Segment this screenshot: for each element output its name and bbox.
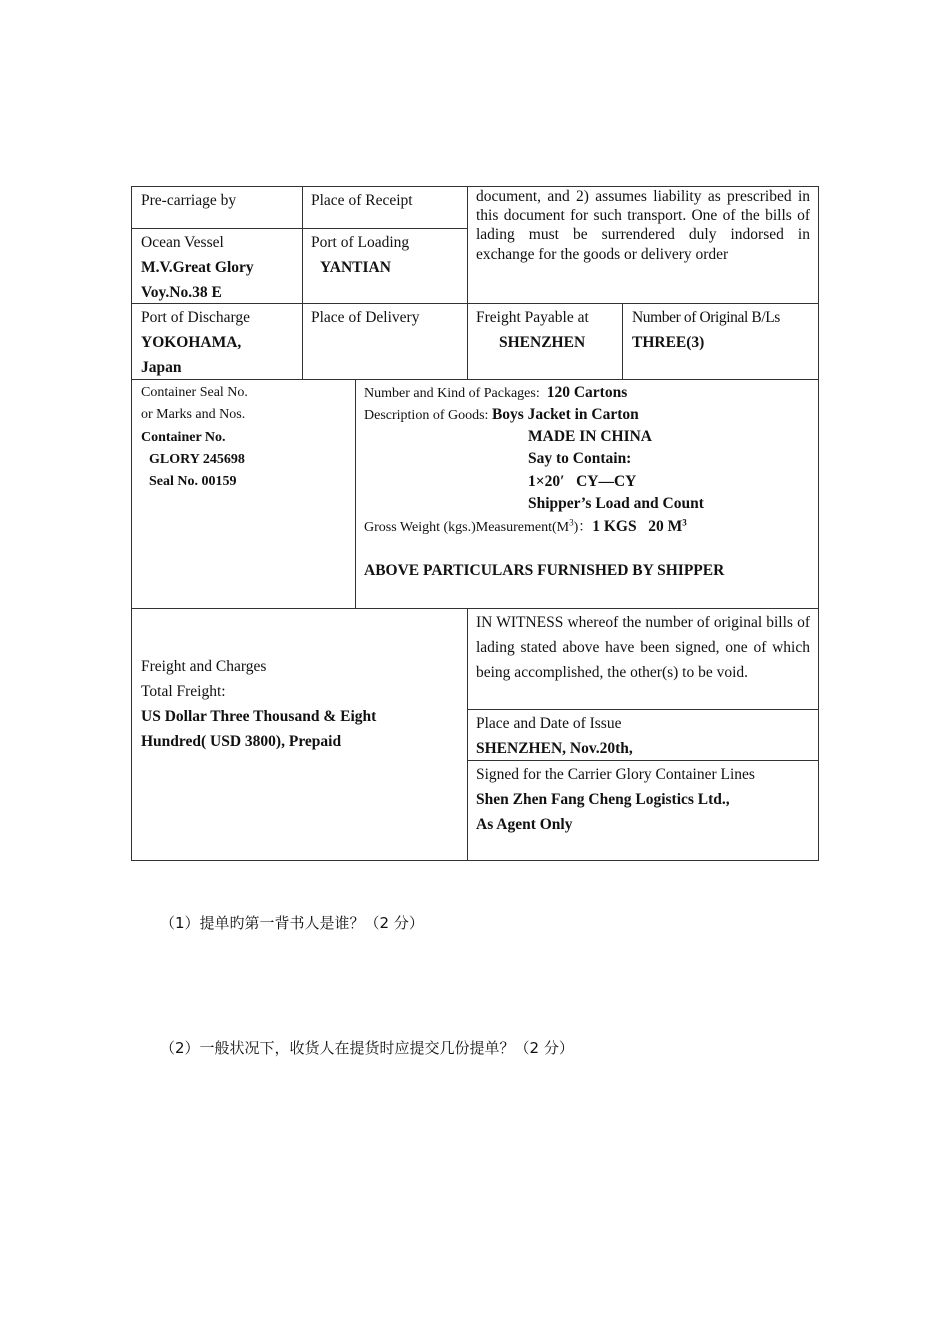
column-divider [302, 187, 303, 379]
total-freight-value-line2: Hundred( USD 3800), Prepaid [141, 733, 342, 750]
port-of-loading-label: Port of Loading [311, 234, 410, 251]
place-of-delivery-label: Place of Delivery [311, 309, 420, 326]
question-1: （1）提单旳第一背书人是谁？（2 分） [160, 914, 424, 932]
weight-line [364, 516, 687, 539]
ocean-vessel-value: M.V.Great Glory [141, 259, 254, 276]
container-no-value: GLORY 245698 [149, 452, 245, 467]
voyage-value: Voy.No.38 E [141, 284, 222, 301]
packages-label: Number and Kind of Packages: [364, 386, 540, 401]
total-freight-label: Total Freight: [141, 683, 226, 700]
weight-label: Gross Weight (kgs.)Measurement(M [364, 520, 570, 535]
pre-carriage-label: Pre-carriage by [141, 192, 237, 209]
ocean-vessel-label: Ocean Vessel [141, 234, 224, 251]
bill-of-lading-form [131, 186, 819, 861]
container-no-label: Container No. [141, 430, 226, 445]
column-divider [467, 187, 468, 379]
shippers-load-count: Shipper’s Load and Count [528, 495, 704, 512]
signed-agent: As Agent Only [476, 816, 573, 833]
column-divider [467, 608, 468, 860]
row-divider [132, 608, 818, 609]
container-type: 1×20′ CY—CY [528, 473, 637, 490]
place-date-label: Place and Date of Issue [476, 715, 622, 732]
particulars-note: ABOVE PARTICULARS FURNISHED BY SHIPPER [364, 562, 725, 579]
row-divider [132, 379, 818, 380]
place-date-value: SHENZHEN, Nov.20th, [476, 740, 633, 757]
weight-label-sup: 3 [569, 517, 574, 528]
column-divider [355, 379, 356, 608]
freight-payable-label: Freight Payable at [476, 309, 589, 326]
description-line [364, 404, 639, 427]
total-freight-value: US Dollar Three Thousand & Eight [141, 708, 377, 725]
num-original-bls-value: THREE(3) [632, 334, 705, 351]
port-of-discharge-label: Port of Discharge [141, 309, 251, 326]
freight-payable-value: SHENZHEN [499, 334, 586, 351]
packages-line [364, 382, 627, 405]
port-of-discharge-value: YOKOHAMA, [141, 334, 242, 351]
column-divider [622, 303, 623, 379]
freight-charges-label: Freight and Charges [141, 658, 267, 675]
witness-text: IN WITNESS whereof the number of original bills of lading stated above have been signed, one of which being accomplished, the other(s) to be void. [476, 614, 810, 681]
container-seal-label: Container Seal No. [141, 385, 248, 400]
row-divider [132, 228, 467, 229]
place-of-receipt-label: Place of Receipt [311, 192, 413, 209]
weight-value: 1 KGS 20 M [592, 518, 683, 535]
signed-label: Signed for the Carrier Glory Container Lines [476, 766, 755, 783]
port-of-discharge-country: Japan [141, 359, 182, 376]
row-divider [467, 709, 818, 710]
say-to-contain: Say to Contain: [528, 450, 632, 467]
signed-company: Shen Zhen Fang Cheng Logistics Ltd., [476, 791, 730, 808]
weight-value-sup: 3 [682, 517, 687, 528]
terms-text: document, and 2) assumes liability as prescribed in this document for such transport. One of the bills of lading must be surrendered duly indorsed in exchange for the goods or delivery order [476, 188, 810, 263]
description-label: Description of Goods: [364, 408, 489, 423]
num-original-bls-label: Number of Original B/Ls [632, 309, 780, 326]
made-in-china: MADE IN CHINA [528, 428, 652, 445]
seal-no-value: Seal No. 00159 [149, 474, 237, 489]
marks-label: or Marks and Nos. [141, 407, 246, 422]
row-divider [132, 303, 818, 304]
description-value: Boys Jacket in Carton [491, 406, 639, 423]
port-of-loading-value: YANTIAN [320, 259, 391, 276]
packages-value: 120 Cartons [546, 384, 628, 401]
weight-label-end: )： [573, 520, 593, 535]
question-2: （2）一般状况下，收货人在提货时应提交几份提单？（2 分） [160, 1039, 574, 1057]
